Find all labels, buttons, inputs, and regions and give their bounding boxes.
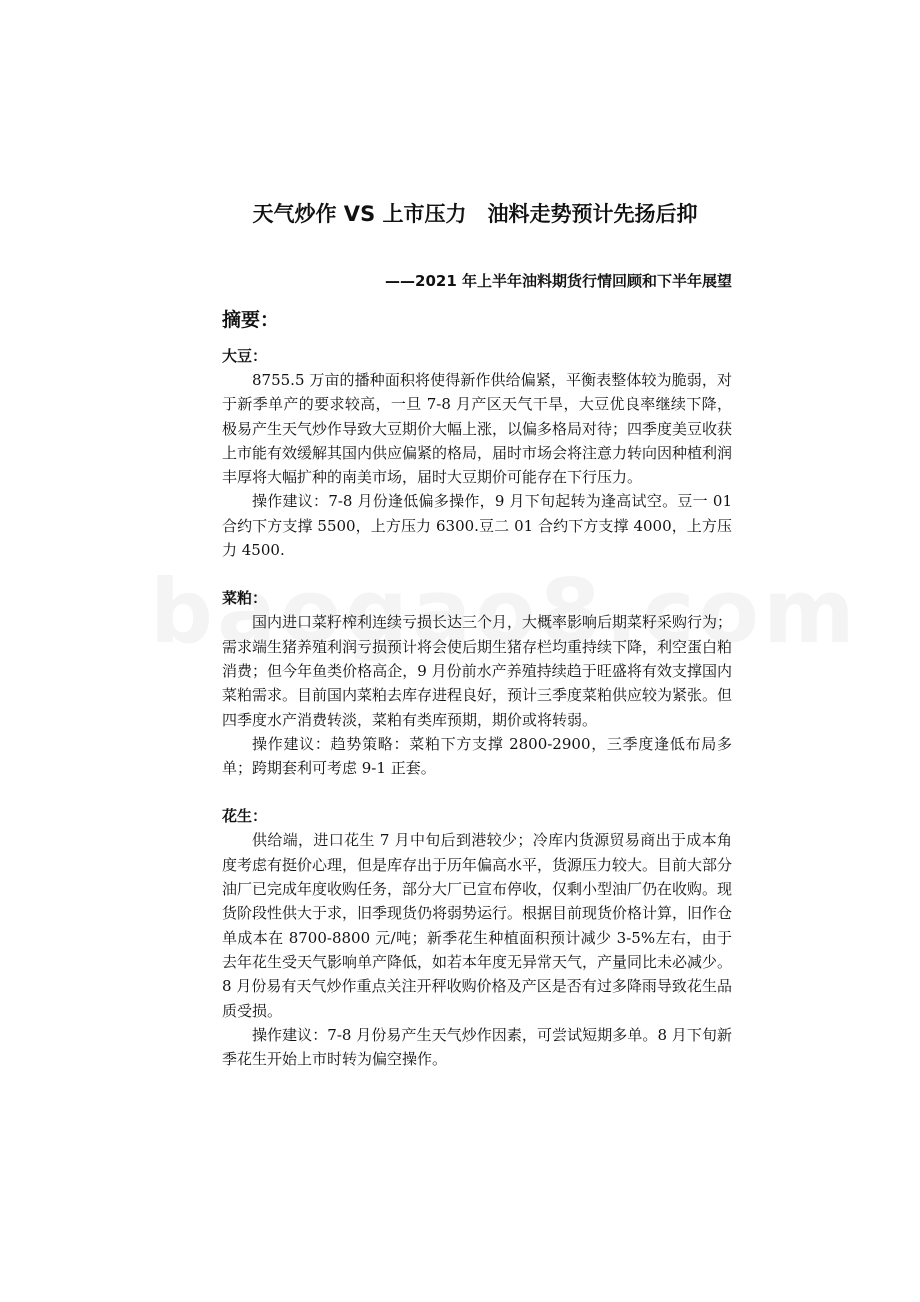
paragraph: 供给端，进口花生 7 月中旬后到港较少；冷库内货源贸易商出于成本角度考虑有挺价心理，但是库存出于历年偏高水平，货源压力较大。目前大部分油厂已完成年度收购任务，部分大厂已宣布停收，仅剩小型油厂仍在收购。现货阶段性供大于求，旧季现货仍将弱势运行。根据目前现货价格计算，旧作仓单成本在 8700-8800 元/吨；新季花生种植面积预计减少 3-5%左右，由于去年花生受天气影响单产降低，如若本年度无异常天气，产量同比未必减少。8 月份易有天气炒作重点关注开秤收购价格及产区是否有过多降雨导致花生品质受损。 <box>222 831 733 1020</box>
section-peanut <box>222 804 732 1071</box>
document-body <box>222 344 732 1071</box>
section-spacer <box>222 562 732 586</box>
document-title: 天气炒作 VS 上市压力 油料走势预计先扬后抑 <box>252 202 698 226</box>
paragraph: 操作建议：7-8 月份逢低偏多操作，9 月下旬起转为逢高试空。豆一 01 合约下方支撑 5500，上方压力 6300.豆二 01 合约下方支撑 4000，上方压力 4500. <box>222 492 732 560</box>
paragraph: 操作建议：趋势策略：菜粕下方支撑 2800-2900，三季度逢低布局多单；跨期套利可考虑 9-1 正套。 <box>222 734 732 778</box>
section-heading: 菜粕： <box>222 589 268 608</box>
section-spacer <box>222 780 732 804</box>
section-soybean <box>222 344 732 562</box>
paragraph: 8755.5 万亩的播种面积将使得新作供给偏紧，平衡表整体较为脆弱，对于新季单产的要求较高，一旦 7-8 月产区天气干旱，大豆优良率继续下降，极易产生天气炒作导致大豆期价大幅上涨，以偏多格局对待；四季度美豆收获上市能有效缓解其国内供应偏紧的格局，届时市场会将注意力转向因种植利润丰厚将大幅扩种的南美市场，届时大豆期价可能存在下行压力。 <box>222 371 733 487</box>
paragraph: 操作建议：7-8 月份易产生天气炒作因素，可尝试短期多单。8 月下旬新季花生开始上市时转为偏空操作。 <box>222 1025 732 1069</box>
abstract-label: 摘要： <box>222 309 280 331</box>
section-heading: 大豆： <box>222 347 268 365</box>
section-rapeseed-meal <box>222 586 732 780</box>
section-heading: 花生： <box>222 807 268 826</box>
paragraph: 国内进口菜籽榨利连续亏损长达三个月，大概率影响后期菜籽采购行为；需求端生猪养殖利润亏损预计将会使后期生猪存栏均重持续下降，利空蛋白粕消费；但今年鱼类价格高企，9 月份前水产养殖持续趋于旺盛将有效支撑国内菜粕需求。目前国内菜粕去库存进程良好，预计三季度菜粕供应较为紧张。但四季度水产消费转淡，菜粕有类库预期，期价或将转弱。 <box>222 613 733 729</box>
document-subtitle: ——2021 年上半年油料期货行情回顾和下半年展望 <box>385 272 732 290</box>
